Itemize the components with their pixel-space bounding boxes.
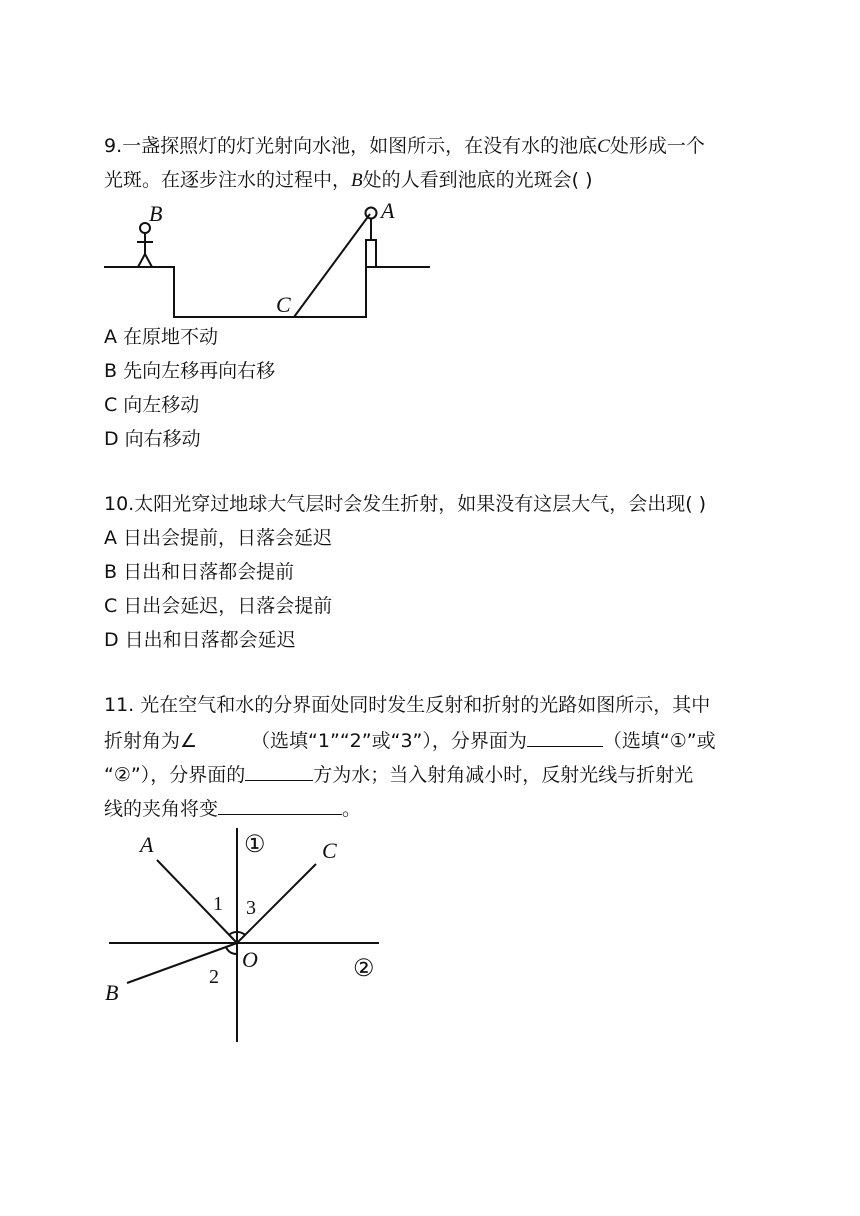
q11-ray-oa bbox=[157, 860, 237, 943]
q9-pool-outline bbox=[104, 267, 430, 317]
q11-text-c: （选填“①”或 bbox=[602, 730, 716, 752]
q11-angle-2-arc bbox=[226, 947, 237, 954]
q10-option-c: C 日出会延迟，日落会提前 bbox=[104, 595, 333, 617]
q11-angle-3-arc bbox=[237, 932, 245, 935]
q10-option-d: D 日出和日落都会延迟 bbox=[104, 629, 296, 651]
q9-stem-text-b: 处形成一个 bbox=[609, 135, 705, 157]
q9-option-a: A 在原地不动 bbox=[104, 326, 219, 348]
q9-person-leg-right bbox=[145, 254, 152, 267]
q10-option-b: B 日出和日落都会提前 bbox=[104, 561, 295, 583]
q11-stem-line-3 bbox=[104, 762, 693, 786]
q9-option-b: B 先向左移再向右移 bbox=[104, 360, 276, 382]
q9-stem-line-2 bbox=[104, 169, 593, 192]
q10-option-a: A 日出会提前，日落会延迟 bbox=[104, 527, 333, 549]
q11-ray-ob bbox=[127, 943, 237, 983]
q9-light-ray bbox=[294, 214, 370, 317]
q9-lamp-base bbox=[366, 240, 376, 267]
q11-label-o: O bbox=[242, 947, 258, 972]
q9-point-c: C bbox=[597, 136, 610, 157]
q11-circle-2-label: ② bbox=[353, 956, 375, 982]
q9-option-d: D 向右移动 bbox=[104, 428, 201, 450]
q9-person-leg-left bbox=[138, 254, 145, 267]
q11-angle-1-label: 1 bbox=[213, 893, 223, 915]
q11-interface-blank bbox=[527, 728, 603, 747]
q11-angle-2-label: 2 bbox=[209, 966, 219, 988]
q11-label-b: B bbox=[105, 980, 119, 1005]
q11-angle-change-blank bbox=[218, 796, 342, 815]
q11-text-g: 。 bbox=[342, 798, 362, 820]
q11-label-c: C bbox=[322, 838, 337, 863]
q11-stem-line-1: 11. 光在空气和水的分界面处同时发生反射和折射的光路如图所示，其中 bbox=[104, 694, 711, 716]
q9-point-b: B bbox=[351, 170, 363, 191]
q11-label-a: A bbox=[140, 832, 154, 857]
q9-lamp-a bbox=[366, 208, 377, 219]
q9-label-b: B bbox=[149, 201, 163, 226]
q11-text-f: 线的夹角将变 bbox=[104, 798, 219, 820]
q11-text-e: 方为水；当入射角减小时，反射光线与折射光 bbox=[313, 764, 694, 786]
q11-refraction-figure bbox=[100, 822, 400, 1052]
q11-angle-3-label: 3 bbox=[246, 897, 256, 919]
q9-label-a: A bbox=[381, 198, 395, 223]
q11-stem-line-2 bbox=[104, 728, 716, 752]
q9-stem-text-a: 9.一盏探照灯的灯光射向水池，如图所示，在没有水的池底 bbox=[104, 135, 598, 157]
q11-circle-1-label: ① bbox=[244, 832, 266, 858]
q10-stem: 10.太阳光穿过地球大气层时会发生折射，如果没有这层大气，会出现( ) bbox=[104, 493, 707, 515]
q9-label-c: C bbox=[276, 292, 291, 317]
q11-text-a: 折射角为∠ bbox=[104, 730, 198, 752]
q11-side-blank bbox=[245, 762, 313, 781]
q11-angle-1-arc bbox=[229, 932, 237, 935]
q9-option-c: C 向左移动 bbox=[104, 394, 200, 416]
q9-stem-text-d: 处的人看到池底的光斑会( ) bbox=[362, 169, 593, 191]
q9-pool-figure bbox=[100, 198, 440, 323]
q11-stem-line-4 bbox=[104, 796, 361, 820]
q9-stem-line-1 bbox=[104, 135, 705, 158]
q11-text-d: “②”），分界面的 bbox=[104, 764, 246, 786]
q11-text-b: （选填“1”“2”或“3”），分界面为 bbox=[251, 730, 527, 752]
q9-stem-text-c: 光斑。在逐步注水的过程中， bbox=[104, 169, 352, 191]
